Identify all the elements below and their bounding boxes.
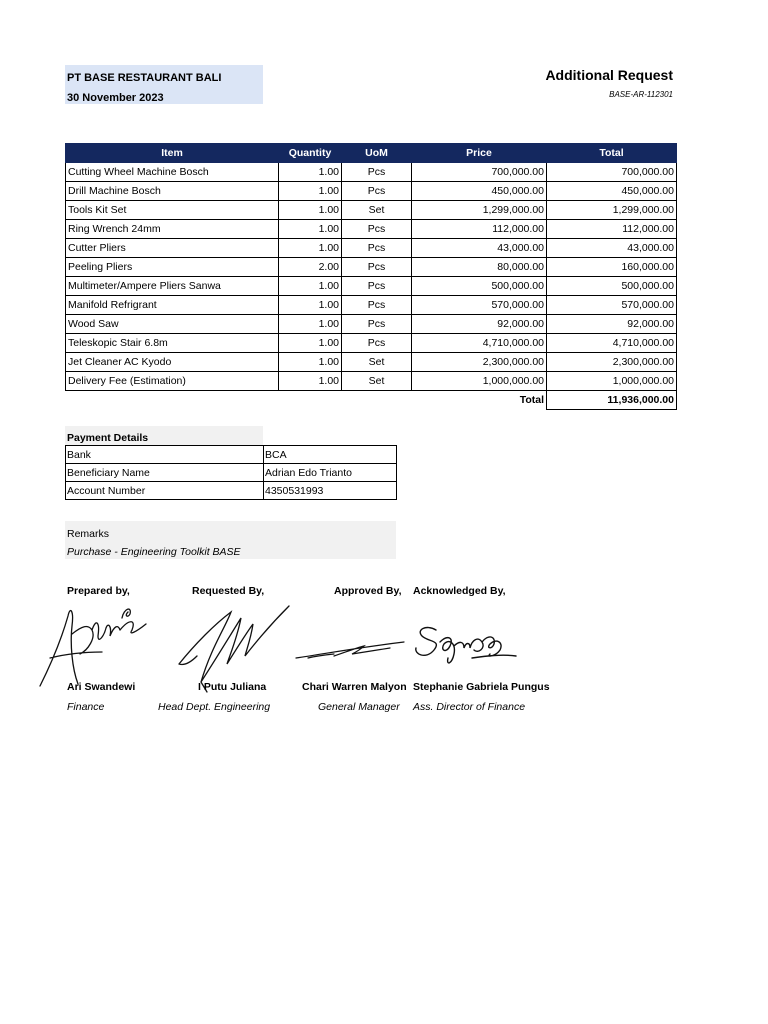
item-uom: Pcs (342, 315, 412, 334)
item-total: 500,000.00 (547, 277, 677, 296)
items-total-row (66, 391, 677, 410)
signature-acknowledged-drawing (412, 620, 522, 670)
item-quantity: 1.00 (279, 163, 342, 182)
payment-details-heading: Payment Details (65, 426, 263, 445)
item-quantity: 1.00 (279, 201, 342, 220)
item-price: 500,000.00 (412, 277, 547, 296)
item-uom: Pcs (342, 296, 412, 315)
table-row (66, 296, 677, 315)
item-price: 700,000.00 (412, 163, 547, 182)
approved-by-title: General Manager (318, 701, 400, 713)
payment-label: Account Number (66, 482, 264, 500)
item-price: 4,710,000.00 (412, 334, 547, 353)
document-date: 30 November 2023 (67, 92, 164, 104)
grand-total-value: 11,936,000.00 (547, 391, 677, 410)
item-name: Jet Cleaner AC Kyodo (66, 353, 279, 372)
acknowledged-by-title: Ass. Director of Finance (413, 701, 526, 713)
item-total: 450,000.00 (547, 182, 677, 201)
column-header-item: Item (66, 144, 279, 163)
table-row (66, 258, 677, 277)
item-uom: Pcs (342, 163, 412, 182)
item-quantity: 1.00 (279, 239, 342, 258)
item-price: 43,000.00 (412, 239, 547, 258)
table-row (66, 372, 677, 391)
column-header-total: Total (547, 144, 677, 163)
payment-row (66, 464, 397, 482)
item-quantity: 1.00 (279, 315, 342, 334)
payment-row (66, 482, 397, 500)
column-header-price: Price (412, 144, 547, 163)
item-name: Manifold Refrigrant (66, 296, 279, 315)
column-header-uom: UoM (342, 144, 412, 163)
item-quantity: 1.00 (279, 182, 342, 201)
item-quantity: 1.00 (279, 277, 342, 296)
item-name: Delivery Fee (Estimation) (66, 372, 279, 391)
item-uom: Pcs (342, 220, 412, 239)
item-price: 450,000.00 (412, 182, 547, 201)
item-total: 4,710,000.00 (547, 334, 677, 353)
acknowledged-by-label: Acknowledged By, (413, 585, 506, 597)
company-name: PT BASE RESTAURANT BALI (67, 72, 222, 84)
payment-label: Bank (66, 446, 264, 464)
signature-prepared-drawing (36, 596, 156, 691)
item-name: Cutting Wheel Machine Bosch (66, 163, 279, 182)
table-row (66, 353, 677, 372)
payment-value: Adrian Edo Trianto (264, 464, 397, 482)
requested-by-name: I Putu Juliana (198, 681, 267, 693)
item-quantity: 1.00 (279, 334, 342, 353)
item-uom: Set (342, 372, 412, 391)
item-quantity: 2.00 (279, 258, 342, 277)
item-uom: Pcs (342, 277, 412, 296)
document-number: BASE-AR-112301 (609, 90, 673, 99)
payment-value: BCA (264, 446, 397, 464)
item-price: 1,299,000.00 (412, 201, 547, 220)
table-row (66, 277, 677, 296)
item-name: Cutter Pliers (66, 239, 279, 258)
item-price: 570,000.00 (412, 296, 547, 315)
item-quantity: 1.00 (279, 372, 342, 391)
table-row (66, 201, 677, 220)
item-quantity: 1.00 (279, 296, 342, 315)
item-name: Ring Wrench 24mm (66, 220, 279, 239)
item-total: 1,299,000.00 (547, 201, 677, 220)
item-price: 112,000.00 (412, 220, 547, 239)
table-row (66, 163, 677, 182)
item-uom: Pcs (342, 258, 412, 277)
prepared-by-name: Ari Swandewi (67, 681, 136, 693)
payment-row (66, 446, 397, 464)
item-price: 1,000,000.00 (412, 372, 547, 391)
item-name: Multimeter/Ampere Pliers Sanwa (66, 277, 279, 296)
column-header-quantity: Quantity (279, 144, 342, 163)
prepared-by-title: Finance (67, 701, 105, 713)
payment-details-table (65, 445, 397, 500)
table-row (66, 220, 677, 239)
table-row (66, 334, 677, 353)
remarks-text: Purchase - Engineering Toolkit BASE (67, 546, 241, 558)
item-name: Wood Saw (66, 315, 279, 334)
item-uom: Set (342, 201, 412, 220)
item-uom: Set (342, 353, 412, 372)
item-uom: Pcs (342, 182, 412, 201)
items-table-header-row (66, 144, 677, 163)
items-table (65, 143, 677, 410)
signature-approved-drawing (294, 636, 414, 666)
total-label: Total (519, 394, 544, 407)
item-name: Teleskopic Stair 6.8m (66, 334, 279, 353)
item-uom: Pcs (342, 239, 412, 258)
document-title: Additional Request (545, 67, 673, 83)
item-name: Drill Machine Bosch (66, 182, 279, 201)
item-uom: Pcs (342, 334, 412, 353)
requested-by-label: Requested By, (192, 585, 265, 597)
item-name: Peeling Pliers (66, 258, 279, 277)
item-total: 1,000,000.00 (547, 372, 677, 391)
item-price: 80,000.00 (412, 258, 547, 277)
item-total: 160,000.00 (547, 258, 677, 277)
item-price: 2,300,000.00 (412, 353, 547, 372)
item-quantity: 1.00 (279, 220, 342, 239)
item-total: 43,000.00 (547, 239, 677, 258)
item-total: 700,000.00 (547, 163, 677, 182)
item-total: 2,300,000.00 (547, 353, 677, 372)
item-total: 112,000.00 (547, 220, 677, 239)
table-row (66, 315, 677, 334)
item-quantity: 1.00 (279, 353, 342, 372)
item-price: 92,000.00 (412, 315, 547, 334)
item-total: 570,000.00 (547, 296, 677, 315)
table-row (66, 239, 677, 258)
payment-value: 4350531993 (264, 482, 397, 500)
table-row (66, 182, 677, 201)
prepared-by-label: Prepared by, (67, 585, 130, 597)
remarks-label: Remarks (67, 528, 110, 540)
acknowledged-by-name: Stephanie Gabriela Pungus (413, 681, 550, 693)
payment-label: Beneficiary Name (66, 464, 264, 482)
requested-by-title: Head Dept. Engineering (158, 701, 271, 713)
item-total: 92,000.00 (547, 315, 677, 334)
approved-by-label: Approved By, (334, 585, 402, 597)
item-name: Tools Kit Set (66, 201, 279, 220)
approved-by-name: Chari Warren Malyon (302, 681, 407, 693)
